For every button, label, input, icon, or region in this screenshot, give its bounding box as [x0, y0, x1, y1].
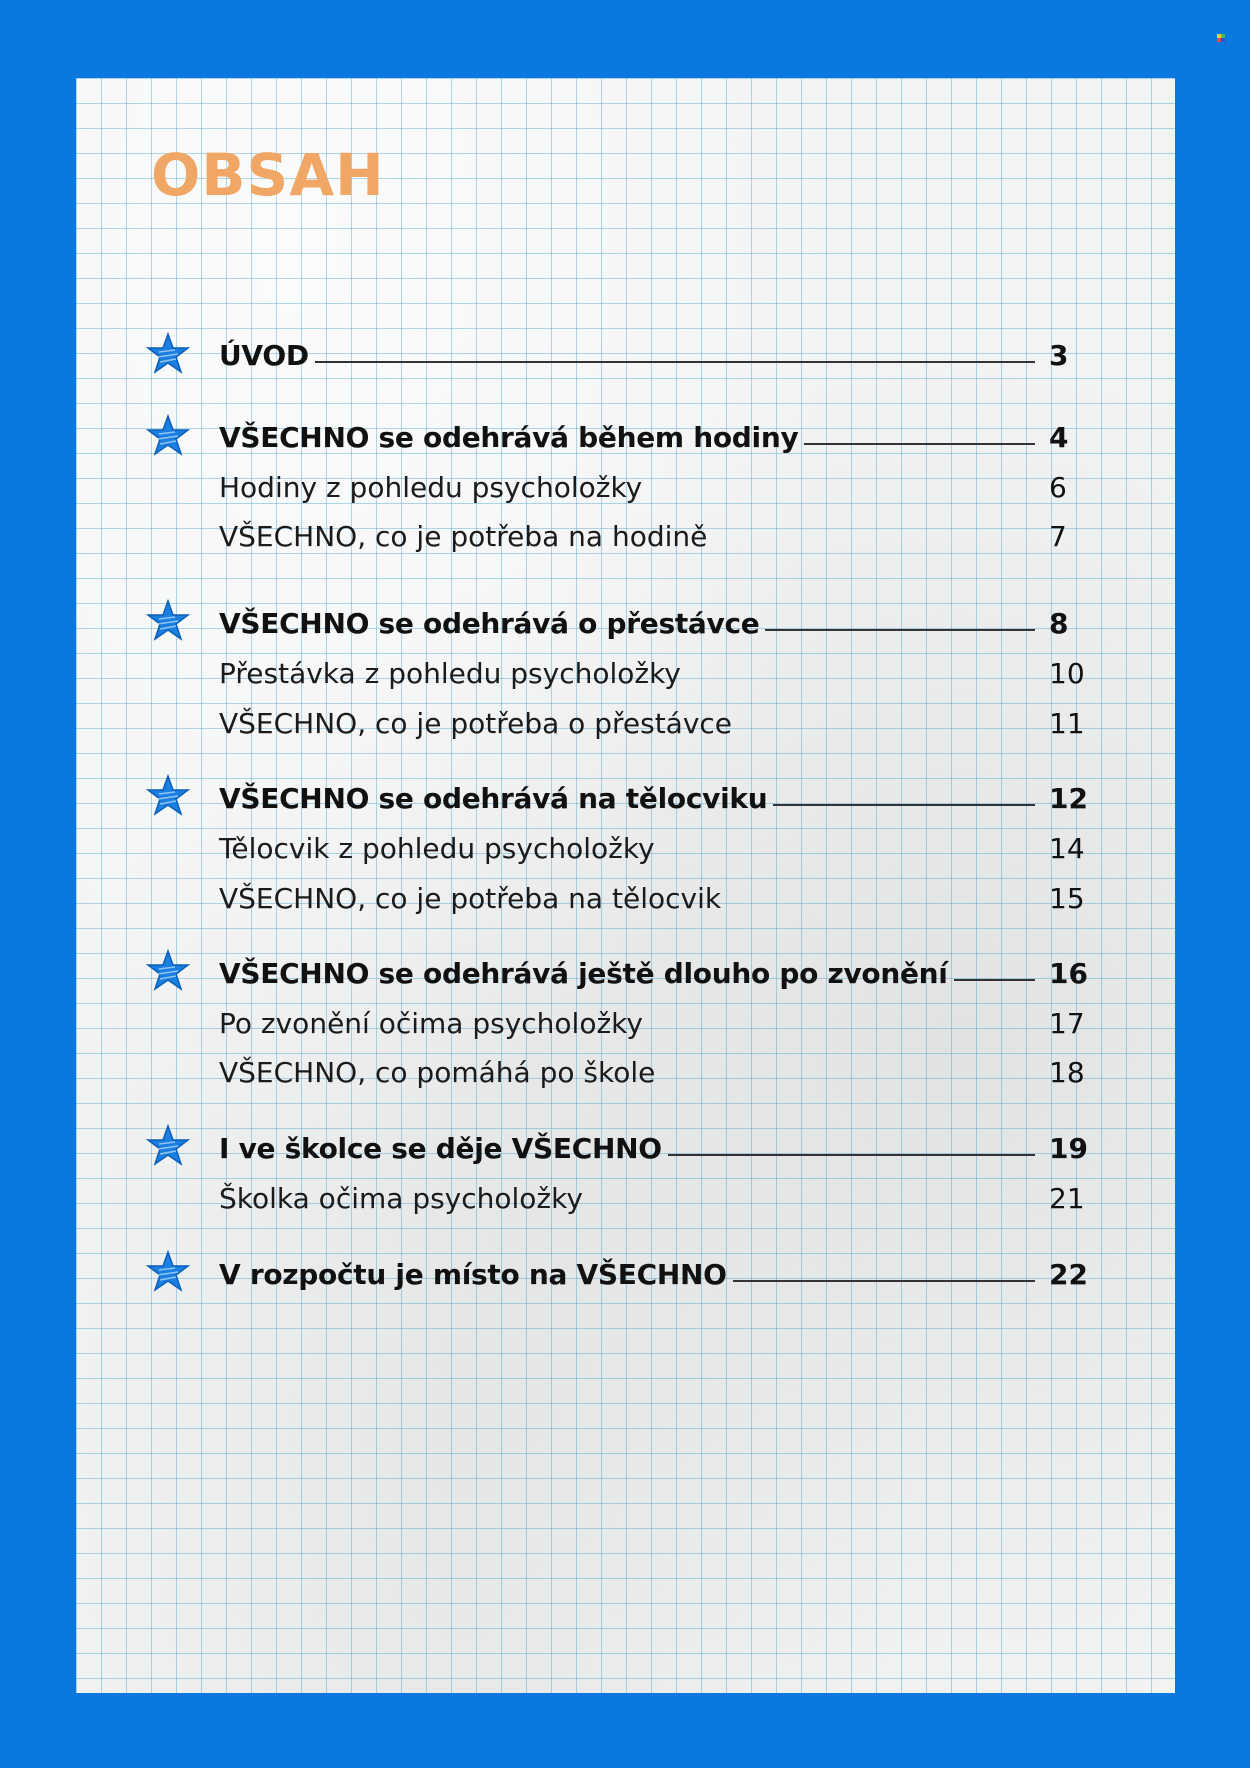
toc-section-telocvik[interactable] [219, 776, 1099, 820]
toc-item[interactable] [219, 701, 1099, 745]
toc-page-number: 15 [1049, 881, 1085, 915]
toc-section-label: VŠECHNO se odehrává o přestávce [219, 606, 760, 640]
toc-item-label: Hodiny z pohledu psycholožky [219, 470, 643, 504]
toc-item[interactable] [219, 826, 1099, 870]
toc-page-number: 6 [1049, 470, 1067, 504]
leader-line [668, 1154, 1035, 1156]
toc-page-number: 14 [1049, 831, 1085, 865]
toc-section-label: VŠECHNO se odehrává ještě dlouho po zvonění [219, 956, 948, 990]
toc-page-number: 7 [1049, 519, 1067, 553]
toc-section-skolka[interactable] [219, 1126, 1099, 1170]
toc-page-number: 19 [1049, 1131, 1088, 1165]
toc-item-label: VŠECHNO, co je potřeba o přestávce [219, 706, 733, 740]
toc-section-prestavka[interactable] [219, 601, 1099, 645]
toc-item-label: VŠECHNO, co pomáhá po škole [219, 1055, 656, 1089]
toc-item-label: Tělocvik z pohledu psycholožky [219, 831, 655, 865]
leader-line [765, 629, 1035, 631]
leader-line [733, 1280, 1035, 1282]
leader-line [954, 979, 1035, 981]
leader-line [315, 361, 1035, 363]
toc-page-number: 8 [1049, 606, 1069, 640]
toc-page-number: 11 [1049, 706, 1085, 740]
toc-page-number: 4 [1049, 420, 1069, 454]
star-icon [145, 332, 191, 378]
star-icon [145, 599, 191, 645]
toc-item-label: VŠECHNO, co je potřeba na hodině [219, 519, 708, 553]
toc-item-label: VŠECHNO, co je potřeba na tělocvik [219, 881, 722, 915]
toc-section-rozpocet[interactable] [219, 1252, 1099, 1296]
toc-section-label: ÚVOD [219, 338, 309, 372]
toc-section-label: V rozpočtu je místo na VŠECHNO [219, 1257, 727, 1291]
star-icon [145, 949, 191, 995]
toc-item[interactable] [219, 1001, 1099, 1045]
page-title: OBSAH [151, 141, 385, 209]
toc-section-uvod[interactable] [219, 333, 1099, 377]
leader-line [804, 443, 1035, 445]
toc-page-number: 21 [1049, 1181, 1085, 1215]
toc-item[interactable] [219, 651, 1099, 695]
toc-section-hodiny[interactable] [219, 415, 1099, 459]
star-icon [145, 414, 191, 460]
toc-section-label: I ve školce se děje VŠECHNO [219, 1131, 662, 1165]
toc-page-number: 17 [1049, 1006, 1085, 1040]
star-icon [145, 774, 191, 820]
toc-page-number: 16 [1049, 956, 1088, 990]
toc-section-label: VŠECHNO se odehrává během hodiny [219, 420, 799, 454]
toc-item[interactable] [219, 1050, 1099, 1094]
leader-line [773, 804, 1035, 806]
toc-page-number: 18 [1049, 1055, 1085, 1089]
toc-page-number: 22 [1049, 1257, 1088, 1291]
toc-item-label: Školka očima psycholožky [219, 1181, 583, 1215]
toc-item-label: Přestávka z pohledu psycholožky [219, 656, 681, 690]
toc-item[interactable] [219, 514, 1099, 558]
toc-section-label: VŠECHNO se odehrává na tělocviku [219, 781, 768, 815]
toc-page-number: 3 [1049, 338, 1069, 372]
toc-section-po-zvoneni[interactable] [219, 951, 1099, 995]
toc-page-number: 12 [1049, 781, 1088, 815]
toc-item-label: Po zvonění očima psycholožky [219, 1006, 643, 1040]
toc-item[interactable] [219, 1176, 1099, 1220]
toc-page-number: 10 [1049, 656, 1085, 690]
toc-item[interactable] [219, 465, 1099, 509]
star-icon [145, 1250, 191, 1296]
star-icon [145, 1124, 191, 1170]
toc-item[interactable] [219, 876, 1099, 920]
